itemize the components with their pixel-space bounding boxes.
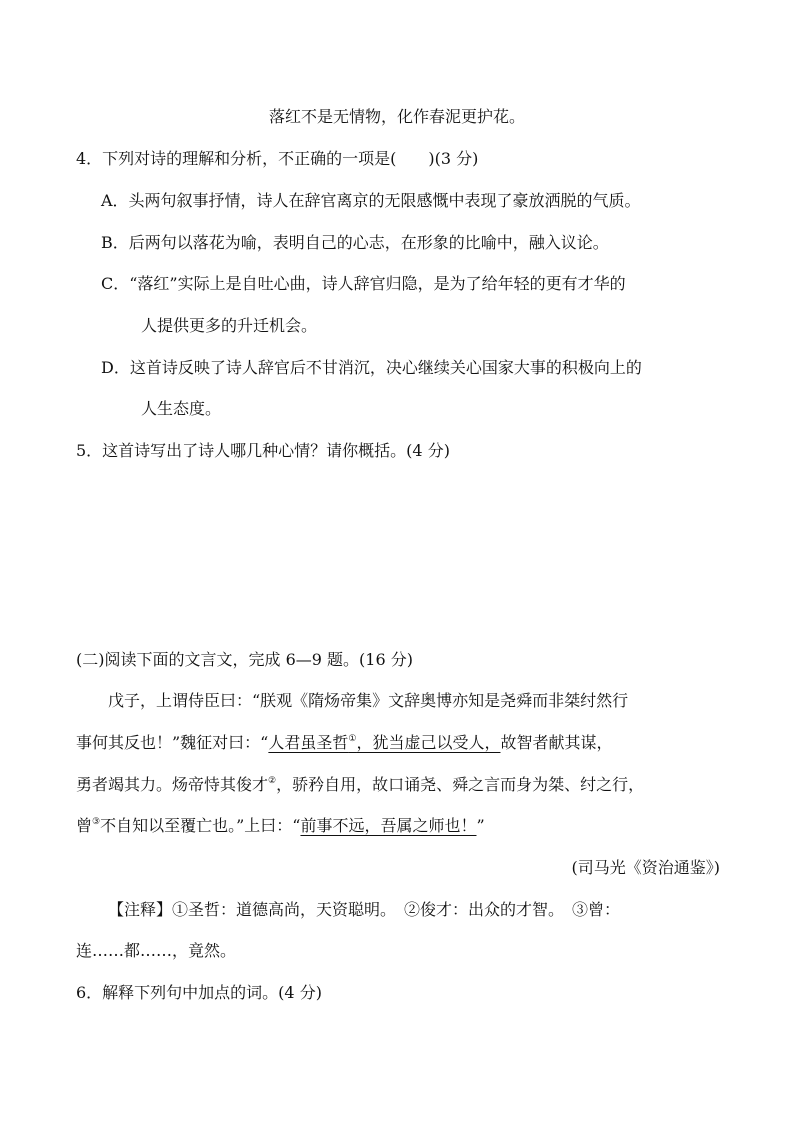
passage-line-2-end: 故智者献其谋， xyxy=(500,733,613,752)
q4-option-a: A．头两句叙事抒情，诗人在辞官离京的无限感慨中表现了豪放洒脱的气质。 xyxy=(101,191,641,210)
underlined-text-b: ，犹当虚己以受人， xyxy=(356,733,501,752)
passage-line-2-start: 事何其反也！”魏征对曰：“ xyxy=(76,733,269,752)
annotation-line-2: 连……都……，竟然。 xyxy=(76,941,237,960)
passage-line-3-start: 勇者竭其力。炀帝恃其俊才 xyxy=(76,775,269,794)
q4-option-c-line2: 人提供更多的升迁机会。 xyxy=(141,316,318,335)
question-6: 6．解释下列句中加点的词。(4 分) xyxy=(76,983,322,1002)
underlined-text-a: 人君虽圣哲 xyxy=(268,733,349,752)
note-marker-1: ① xyxy=(348,734,357,744)
q4-option-c-line1: C．“落红”实际上是自吐心曲，诗人辞官归隐，是为了给年轻的更有才华的 xyxy=(101,274,626,293)
passage-source: (司马光《资治通鉴》) xyxy=(571,858,720,877)
q4-option-d-line2: 人生态度。 xyxy=(141,399,222,418)
passage-line-3-end: ，骄矜自用，故口诵尧、舜之言而身为桀、纣之行， xyxy=(276,775,645,794)
underlined-phrase-2: 前事不远，吾属之师也！ xyxy=(300,816,477,835)
question-4-stem: 4．下列对诗的理解和分析，不正确的一项是( )(3 分) xyxy=(76,149,479,168)
passage-line-4 xyxy=(76,815,485,837)
passage-line-3 xyxy=(76,774,644,796)
passage-line-1: 戊子，上谓侍臣曰：“朕观《隋炀帝集》文辞奥博亦知是尧舜而非桀纣然行 xyxy=(108,691,629,710)
note-marker-3: ③ xyxy=(92,817,101,827)
passage-line-2 xyxy=(76,732,613,754)
annotation-line-1: 【注释】①圣哲：道德高尚，天资聪明。 ②俊才：出众的才智。 ③曾： xyxy=(108,900,621,919)
section-2-heading: (二)阅读下面的文言文，完成 6—9 题。(16 分) xyxy=(76,650,413,669)
passage-line-4-mid: 不自知以至覆亡也。”上曰：“ xyxy=(100,816,301,835)
note-marker-2: ② xyxy=(268,776,277,786)
q4-option-d-line1: D．这首诗反映了诗人辞官后不甘消沉，决心继续关心国家大事的积极向上的 xyxy=(101,358,642,377)
passage-line-4-end: ” xyxy=(476,816,485,835)
passage-line-4-start: 曾 xyxy=(76,816,93,835)
underlined-phrase-1 xyxy=(268,733,500,752)
poem-line: 落红不是无情物，化作春泥更护花。 xyxy=(268,107,525,126)
q4-option-b: B．后两句以落花为喻，表明自己的心志，在形象的比喻中，融入议论。 xyxy=(101,233,609,252)
question-5: 5．这首诗写出了诗人哪几种心情？请你概括。(4 分) xyxy=(76,441,450,460)
